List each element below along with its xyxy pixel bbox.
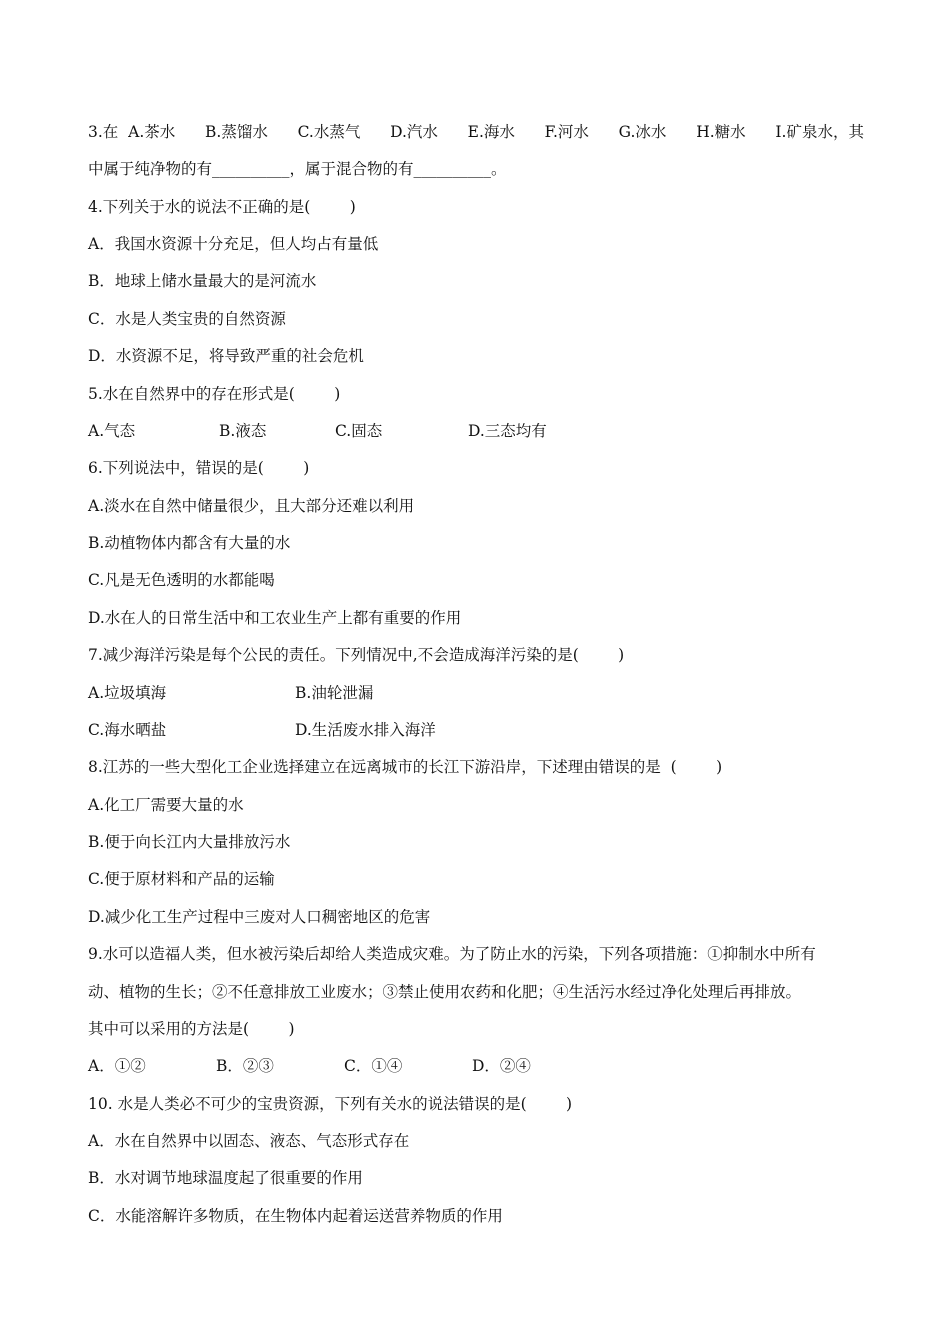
q6-option-b: B.动植物体内都含有大量的水 (88, 534, 291, 552)
q9-stem-line-2: 动、植物的生长；②不任意排放工业废水；③禁止使用农药和化肥；④生活污水经过净化处理后再排放。 (88, 983, 802, 1001)
q3-item: H.糖水 (696, 123, 746, 141)
q3-item: I.矿泉水，其 (775, 123, 864, 141)
q5-option-b: B.液态 (219, 422, 267, 440)
q5-option-c: C.固态 (335, 422, 383, 440)
q5-option-a: A.气态 (88, 422, 136, 440)
q4-option-d: D．水资源不足，将导致严重的社会危机 (88, 347, 364, 365)
q7-options-row-1 (88, 682, 373, 704)
q7-option-b: B.油轮泄漏 (295, 684, 374, 702)
q6-option-a: A.淡水在自然中储量很少，且大部分还难以利用 (88, 497, 415, 515)
q8-option-a: A.化工厂需要大量的水 (88, 796, 244, 814)
q3-item: G.冰水 (618, 123, 667, 141)
q5-option-d: D.三态均有 (468, 422, 547, 440)
q7-option-d: D.生活废水排入海洋 (295, 721, 436, 739)
q8-option-c: C.便于原材料和产品的运输 (88, 870, 275, 888)
q9-option-d: D．②④ (472, 1057, 531, 1075)
q9-option-b: B．②③ (216, 1057, 274, 1075)
q3-item: E.海水 (467, 123, 515, 141)
q3-line-1 (88, 121, 864, 143)
q3-item: D.汽水 (390, 123, 438, 141)
q3-line-2: 中属于纯净物的有__________，属于混合物的有__________。 (88, 160, 507, 178)
q6-stem: 6.下列说法中，错误的是( ) (88, 459, 310, 477)
q3-item: F.河水 (544, 123, 589, 141)
q8-stem: 8.江苏的一些大型化工企业选择建立在远离城市的长江下游沿岸，下述理由错误的是 ( ) (88, 758, 723, 776)
q9-stem-line-3: 其中可以采用的方法是( ) (88, 1020, 295, 1038)
q4-stem: 4.下列关于水的说法不正确的是( ) (88, 198, 356, 216)
q9-option-c: C．①④ (344, 1057, 403, 1075)
q4-option-b: B．地球上储水量最大的是河流水 (88, 272, 317, 290)
q6-option-c: C.凡是无色透明的水都能喝 (88, 571, 275, 589)
q7-options-row-2 (88, 719, 436, 741)
q7-stem: 7.减少海洋污染是每个公民的责任。下列情况中,不会造成海洋污染的是( ) (88, 646, 625, 664)
q9-option-a: A．①② (88, 1057, 146, 1075)
q10-option-c: C．水能溶解许多物质，在生物体内起着运送营养物质的作用 (88, 1207, 503, 1225)
q3-item: 3.在 A.茶水 (88, 123, 176, 141)
q5-options (88, 420, 547, 442)
q8-option-d: D.减少化工生产过程中三废对人口稠密地区的危害 (88, 908, 431, 926)
q9-options (88, 1055, 531, 1077)
q7-option-c: C.海水晒盐 (88, 721, 167, 739)
q8-option-b: B.便于向长江内大量排放污水 (88, 833, 291, 851)
q4-option-a: A．我国水资源十分充足，但人均占有量低 (88, 235, 379, 253)
q7-option-a: A.垃圾填海 (88, 684, 167, 702)
q4-option-c: C．水是人类宝贵的自然资源 (88, 310, 286, 328)
q10-stem: 10. 水是人类必不可少的宝贵资源，下列有关水的说法错误的是( ) (88, 1095, 573, 1113)
q9-stem-line-1: 9.水可以造福人类，但水被污染后却给人类造成灾难。为了防止水的污染，下列各项措施：①抑制水中所有 (88, 945, 816, 963)
q5-stem: 5.水在自然界中的存在形式是( ) (88, 385, 341, 403)
q6-option-d: D.水在人的日常生活中和工农业生产上都有重要的作用 (88, 609, 462, 627)
q3-item: C.水蒸气 (297, 123, 361, 141)
q10-option-a: A．水在自然界中以固态、液态、气态形式存在 (88, 1132, 410, 1150)
q3-item: B.蒸馏水 (205, 123, 268, 141)
q10-option-b: B．水对调节地球温度起了很重要的作用 (88, 1169, 363, 1187)
